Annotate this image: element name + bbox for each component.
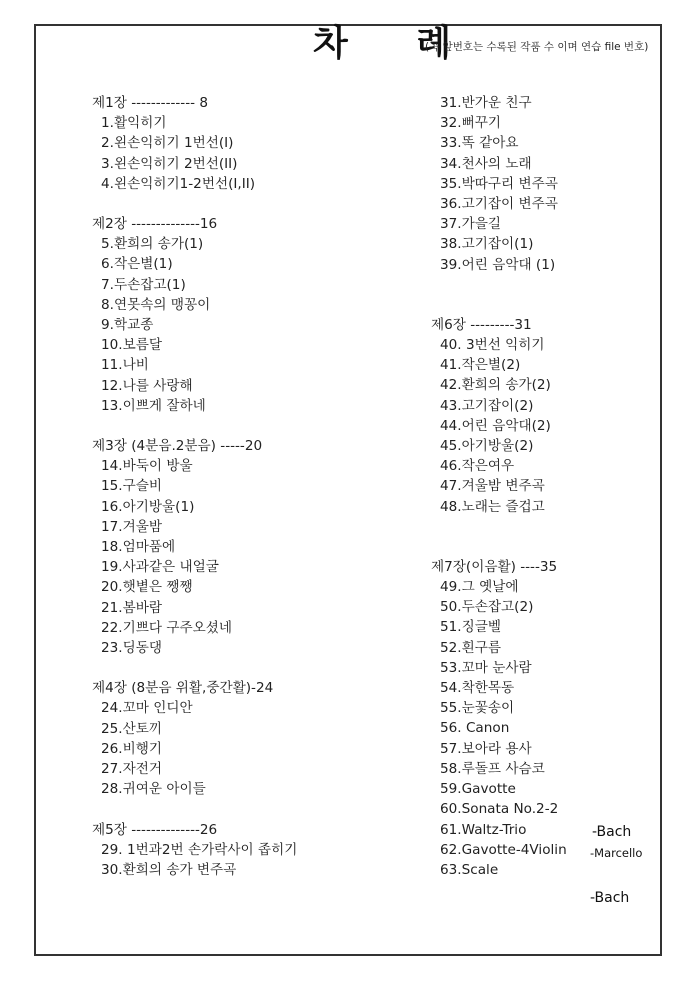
toc-entry: 49.그 옛날에 [440,579,519,596]
toc-entry: 40. 3번선 익히기 [440,337,545,354]
toc-entry: 32.뻐꾸기 [440,115,502,132]
toc-entry: 5.환희의 송가(1) [101,236,204,253]
toc-entry: 9.학교종 [101,317,154,334]
section-gap [92,658,297,678]
toc-entry: 26.비행기 [101,740,163,757]
toc-entry: 28.귀여운 아이들 [101,781,206,798]
toc-entry: 25.산토끼 [101,720,163,737]
composer-bach-gavotte: -Bach [592,824,632,840]
toc-entry: 19.사과같은 내얼굴 [101,559,219,576]
chapter-heading: 제4장 (8분음 위활,중간활)-24 [92,680,274,697]
toc-entry: 57.보아라 용사 [440,740,532,757]
toc-entry: 42.환희의 송가(2) [440,377,551,394]
toc-entry: 54.착한목동 [440,680,515,697]
toc-entry: 62.Gavotte-4Violin [440,841,567,858]
toc-entry: 14.바둑이 방울 [101,458,193,475]
composer-bach-4violin: -Bach [590,890,630,906]
toc-entry: 24.꼬마 인디안 [101,700,193,717]
toc-entry: 11.나비 [101,357,149,374]
toc-entry: 31.반가운 친구 [440,95,532,111]
toc-entry: 61.Waltz-Trio [440,821,527,838]
toc-entry: 6.작은별(1) [101,256,173,273]
toc-entry: 8.연못속의 맹꽁이 [101,296,211,313]
toc-entry: 44.어린 음악대(2) [440,417,551,434]
chapter-heading: 제6장 ---------31 [431,316,532,333]
chapter-heading: 제1장 ------------- 8 [92,95,208,111]
toc-entry: 50.두손잡고(2) [440,599,534,616]
toc-entry: 43.고기잡이(2) [440,397,534,414]
toc-entry: 46.작은여우 [440,458,515,475]
toc-entry: 35.박따구리 변주곡 [440,175,558,192]
toc-entry: 47.겨울밤 변주곡 [440,478,545,495]
toc-entry: 20.햇볕은 쨍쨍 [101,579,193,596]
chapter-heading: 제3장 (4분음.2분음) -----20 [92,438,263,455]
toc-left-column [92,93,297,880]
chapter-heading: 제2장 --------------16 [92,216,218,233]
toc-entry: 52.흰구름 [440,639,502,656]
toc-entry: 41.작은별(2) [440,357,521,374]
toc-entry: 53.꼬마 눈사람 [440,659,532,676]
toc-entry: 51.징글벨 [440,619,502,636]
toc-entry: 27.자전거 [101,761,163,778]
section-gap [431,275,567,315]
chapter-heading: 제7장(이음활) ----35 [431,558,558,575]
chapter-heading: 제5장 --------------26 [92,821,218,838]
section-gap [431,517,567,557]
toc-entry: 21.봄바람 [101,599,163,616]
toc-entry: 12.나를 사랑해 [101,377,193,394]
toc-entry: 59.Gavotte [440,781,516,798]
toc-entry: 1.활익히기 [101,115,167,132]
composer-marcello: -Marcello [590,846,643,860]
toc-entry: 55.눈꽃송이 [440,700,515,717]
toc-entry: 29. 1번과2번 손가락사이 좁히기 [101,841,298,858]
toc-entry: 58.루돌프 사슴코 [440,760,545,777]
toc-entry: 16.아기방울(1) [101,498,195,515]
toc-entry: 56. Canon [440,720,510,737]
toc-entry: 60.Sonata No.2-2 [440,801,559,818]
toc-entry: 39.어린 음악대 (1) [440,256,556,273]
toc-entry: 7.두손잡고(1) [101,276,186,293]
toc-entry: 36.고기잡이 변주곡 [440,196,558,213]
toc-entry: 10.보름달 [101,337,163,354]
page-title: 차 례 [313,23,480,64]
toc-entry: 45.아기방울(2) [440,438,534,455]
toc-entry: 15.구슬비 [101,478,163,495]
toc-entry: 23.딩동댕 [101,640,163,657]
toc-entry: 48.노래는 즐겁고 [440,498,545,515]
section-gap [92,416,297,436]
toc-right-column [431,93,567,880]
toc-entry: 38.고기잡이(1) [440,236,534,253]
toc-entry: 4.왼손익히기1-2번선(I,II) [101,175,256,192]
title-note: (곡 앞번호는 수록된 작품 수 이며 연습 file 번호) [425,41,649,53]
toc-entry: 34.천사의 노래 [440,155,532,172]
section-gap [92,194,297,214]
toc-entry: 63.Scale [440,861,499,878]
toc-entry: 33.똑 같아요 [440,135,519,152]
toc-entry: 30.환희의 송가 변주곡 [101,861,237,878]
toc-entry: 37.가을길 [440,216,502,233]
section-gap [92,800,297,820]
toc-entry: 18.엄마품에 [101,539,176,556]
toc-entry: 3.왼손익히기 2번선(II) [101,155,238,172]
toc-entry: 22.기쁘다 구주오셨네 [101,619,232,636]
toc-entry: 13.이쁘게 잘하네 [101,397,206,414]
toc-entry: 17.겨울밤 [101,518,163,535]
toc-entry: 2.왼손익히기 1번선(I) [101,135,234,152]
